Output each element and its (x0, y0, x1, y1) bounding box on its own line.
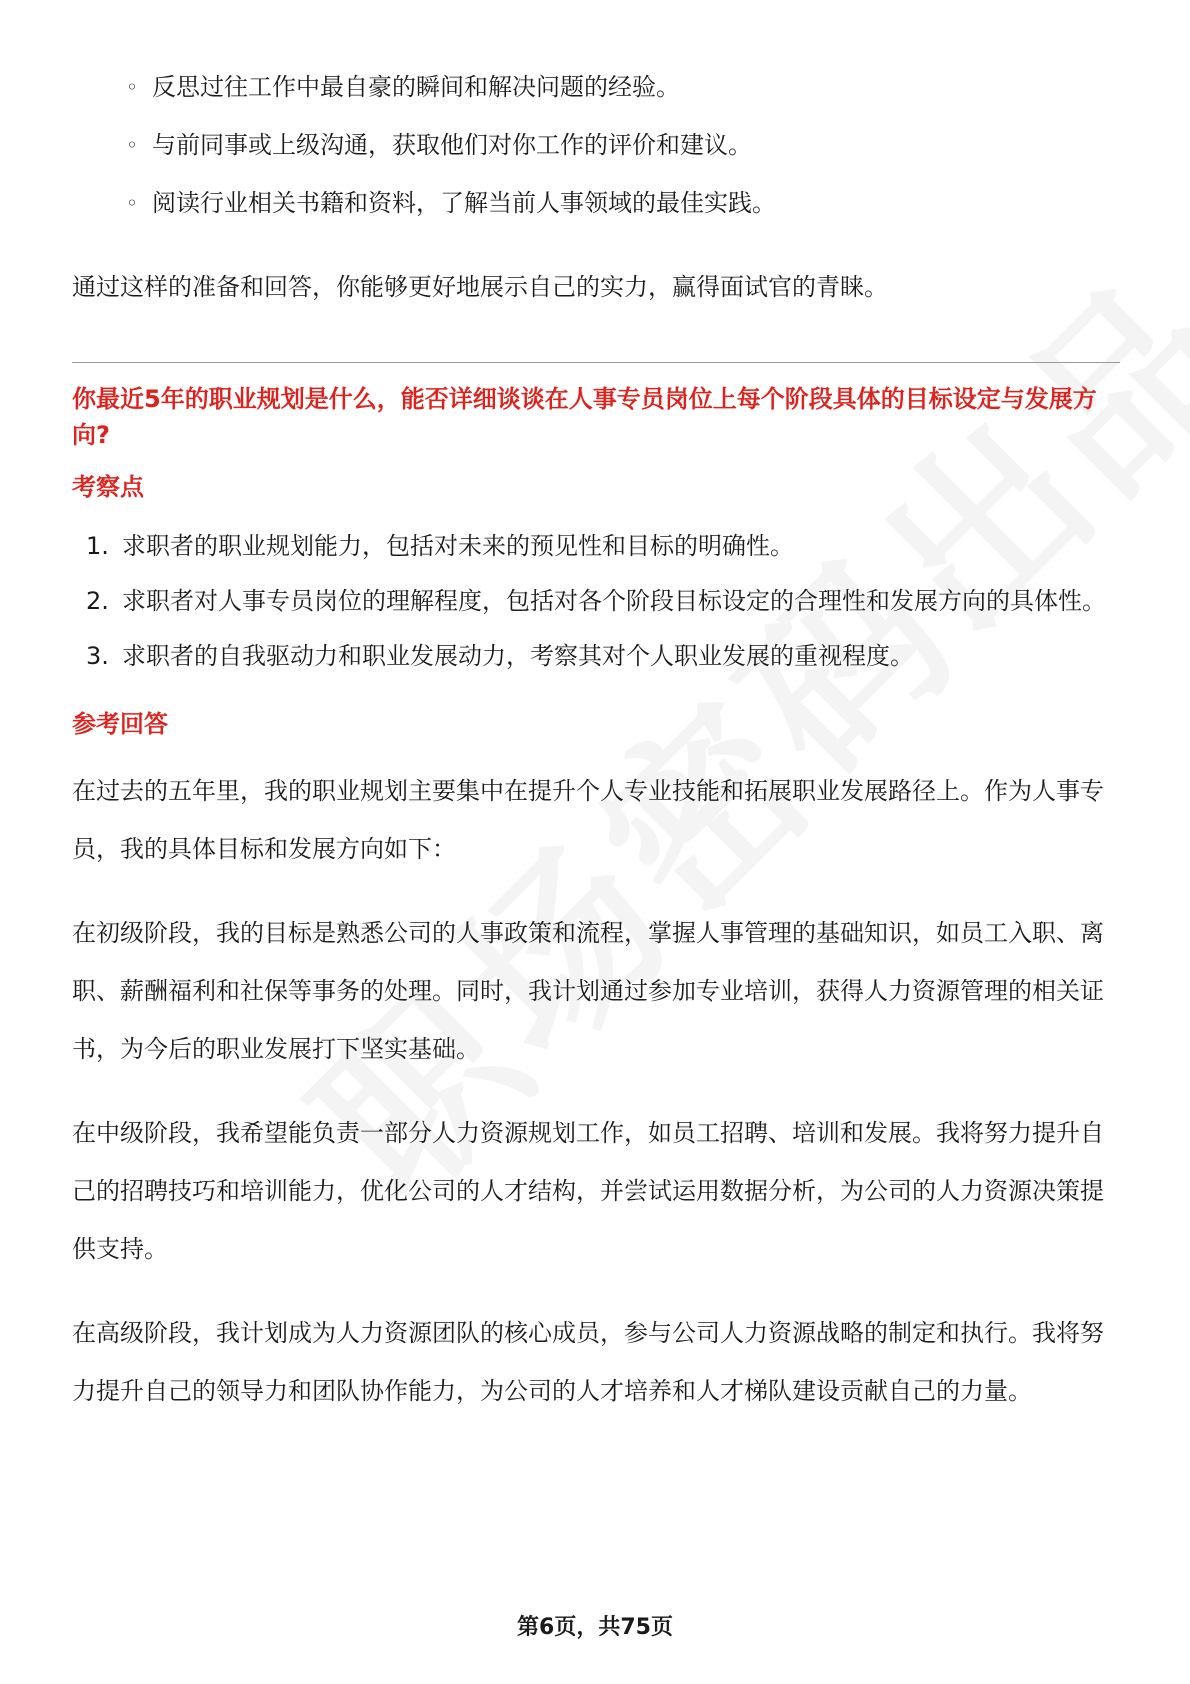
section-divider (72, 362, 1120, 363)
page-footer: 第6页，共75页 (517, 1615, 673, 1640)
closing-paragraph: 通过这样的准备和回答，你能够更好地展示自己的实力，赢得面试官的青睐。 (72, 273, 888, 301)
item-number: 2. (86, 587, 109, 615)
answer-paragraph: 在过去的五年里，我的职业规划主要集中在提升个人专业技能和拓展职业发展路径上。作为人事专员，我的具体目标和发展方向如下： (72, 777, 1104, 863)
question-heading: 你最近5年的职业规划是什么，能否详细谈谈在人事专员岗位上每个阶段具体的目标设定与发展方向? (72, 385, 1097, 449)
bullet-item (126, 116, 1120, 174)
answer-paragraph: 在初级阶段，我的目标是熟悉公司的人事政策和流程，掌握人事管理的基础知识，如员工入职、离职、薪酬福利和社保等事务的处理。同时，我计划通过参加专业培训，获得人力资源管理的相关证书，为今后的职业发展打下坚实基础。 (72, 919, 1104, 1063)
bullet-icon: ◦ (126, 133, 138, 157)
bullet-icon: ◦ (126, 75, 138, 99)
bullet-text: 阅读行业相关书籍和资料，了解当前人事领域的最佳实践。 (152, 189, 776, 217)
bullet-text: 反思过往工作中最自豪的瞬间和解决问题的经验。 (152, 73, 680, 101)
answer-paragraph: 在高级阶段，我计划成为人力资源团队的核心成员，参与公司人力资源战略的制定和执行。我将努力提升自己的领导力和团队协作能力，为公司的人才培养和人才梯队建设贡献自己的力量。 (72, 1319, 1104, 1405)
top-bullet-list (72, 58, 1120, 232)
answer-paragraph: 在中级阶段，我希望能负责一部分人力资源规划工作，如员工招聘、培训和发展。我将努力提升自己的招聘技巧和培训能力，优化公司的人才结构，并尝试运用数据分析，为公司的人力资源决策提供支持。 (72, 1119, 1104, 1263)
bullet-icon: ◦ (126, 191, 138, 215)
assessment-list (72, 519, 1120, 684)
page-content (72, 58, 1120, 1420)
assessment-item (86, 519, 1120, 574)
assessment-heading: 考察点 (72, 473, 144, 501)
item-text: 求职者的职业规划能力，包括对未来的预见性和目标的明确性。 (122, 532, 794, 560)
bullet-text: 与前同事或上级沟通，获取他们对你工作的评价和建议。 (152, 131, 752, 159)
bullet-item (126, 174, 1120, 232)
item-text: 求职者对人事专员岗位的理解程度，包括对各个阶段目标设定的合理性和发展方向的具体性。 (122, 587, 1106, 615)
item-number: 3. (86, 642, 109, 670)
answer-heading: 参考回答 (72, 710, 168, 738)
item-number: 1. (86, 532, 109, 560)
assessment-item (86, 629, 1120, 684)
bullet-item (126, 58, 1120, 116)
item-text: 求职者的自我驱动力和职业发展动力，考察其对个人职业发展的重视程度。 (122, 642, 914, 670)
assessment-item (86, 574, 1120, 629)
